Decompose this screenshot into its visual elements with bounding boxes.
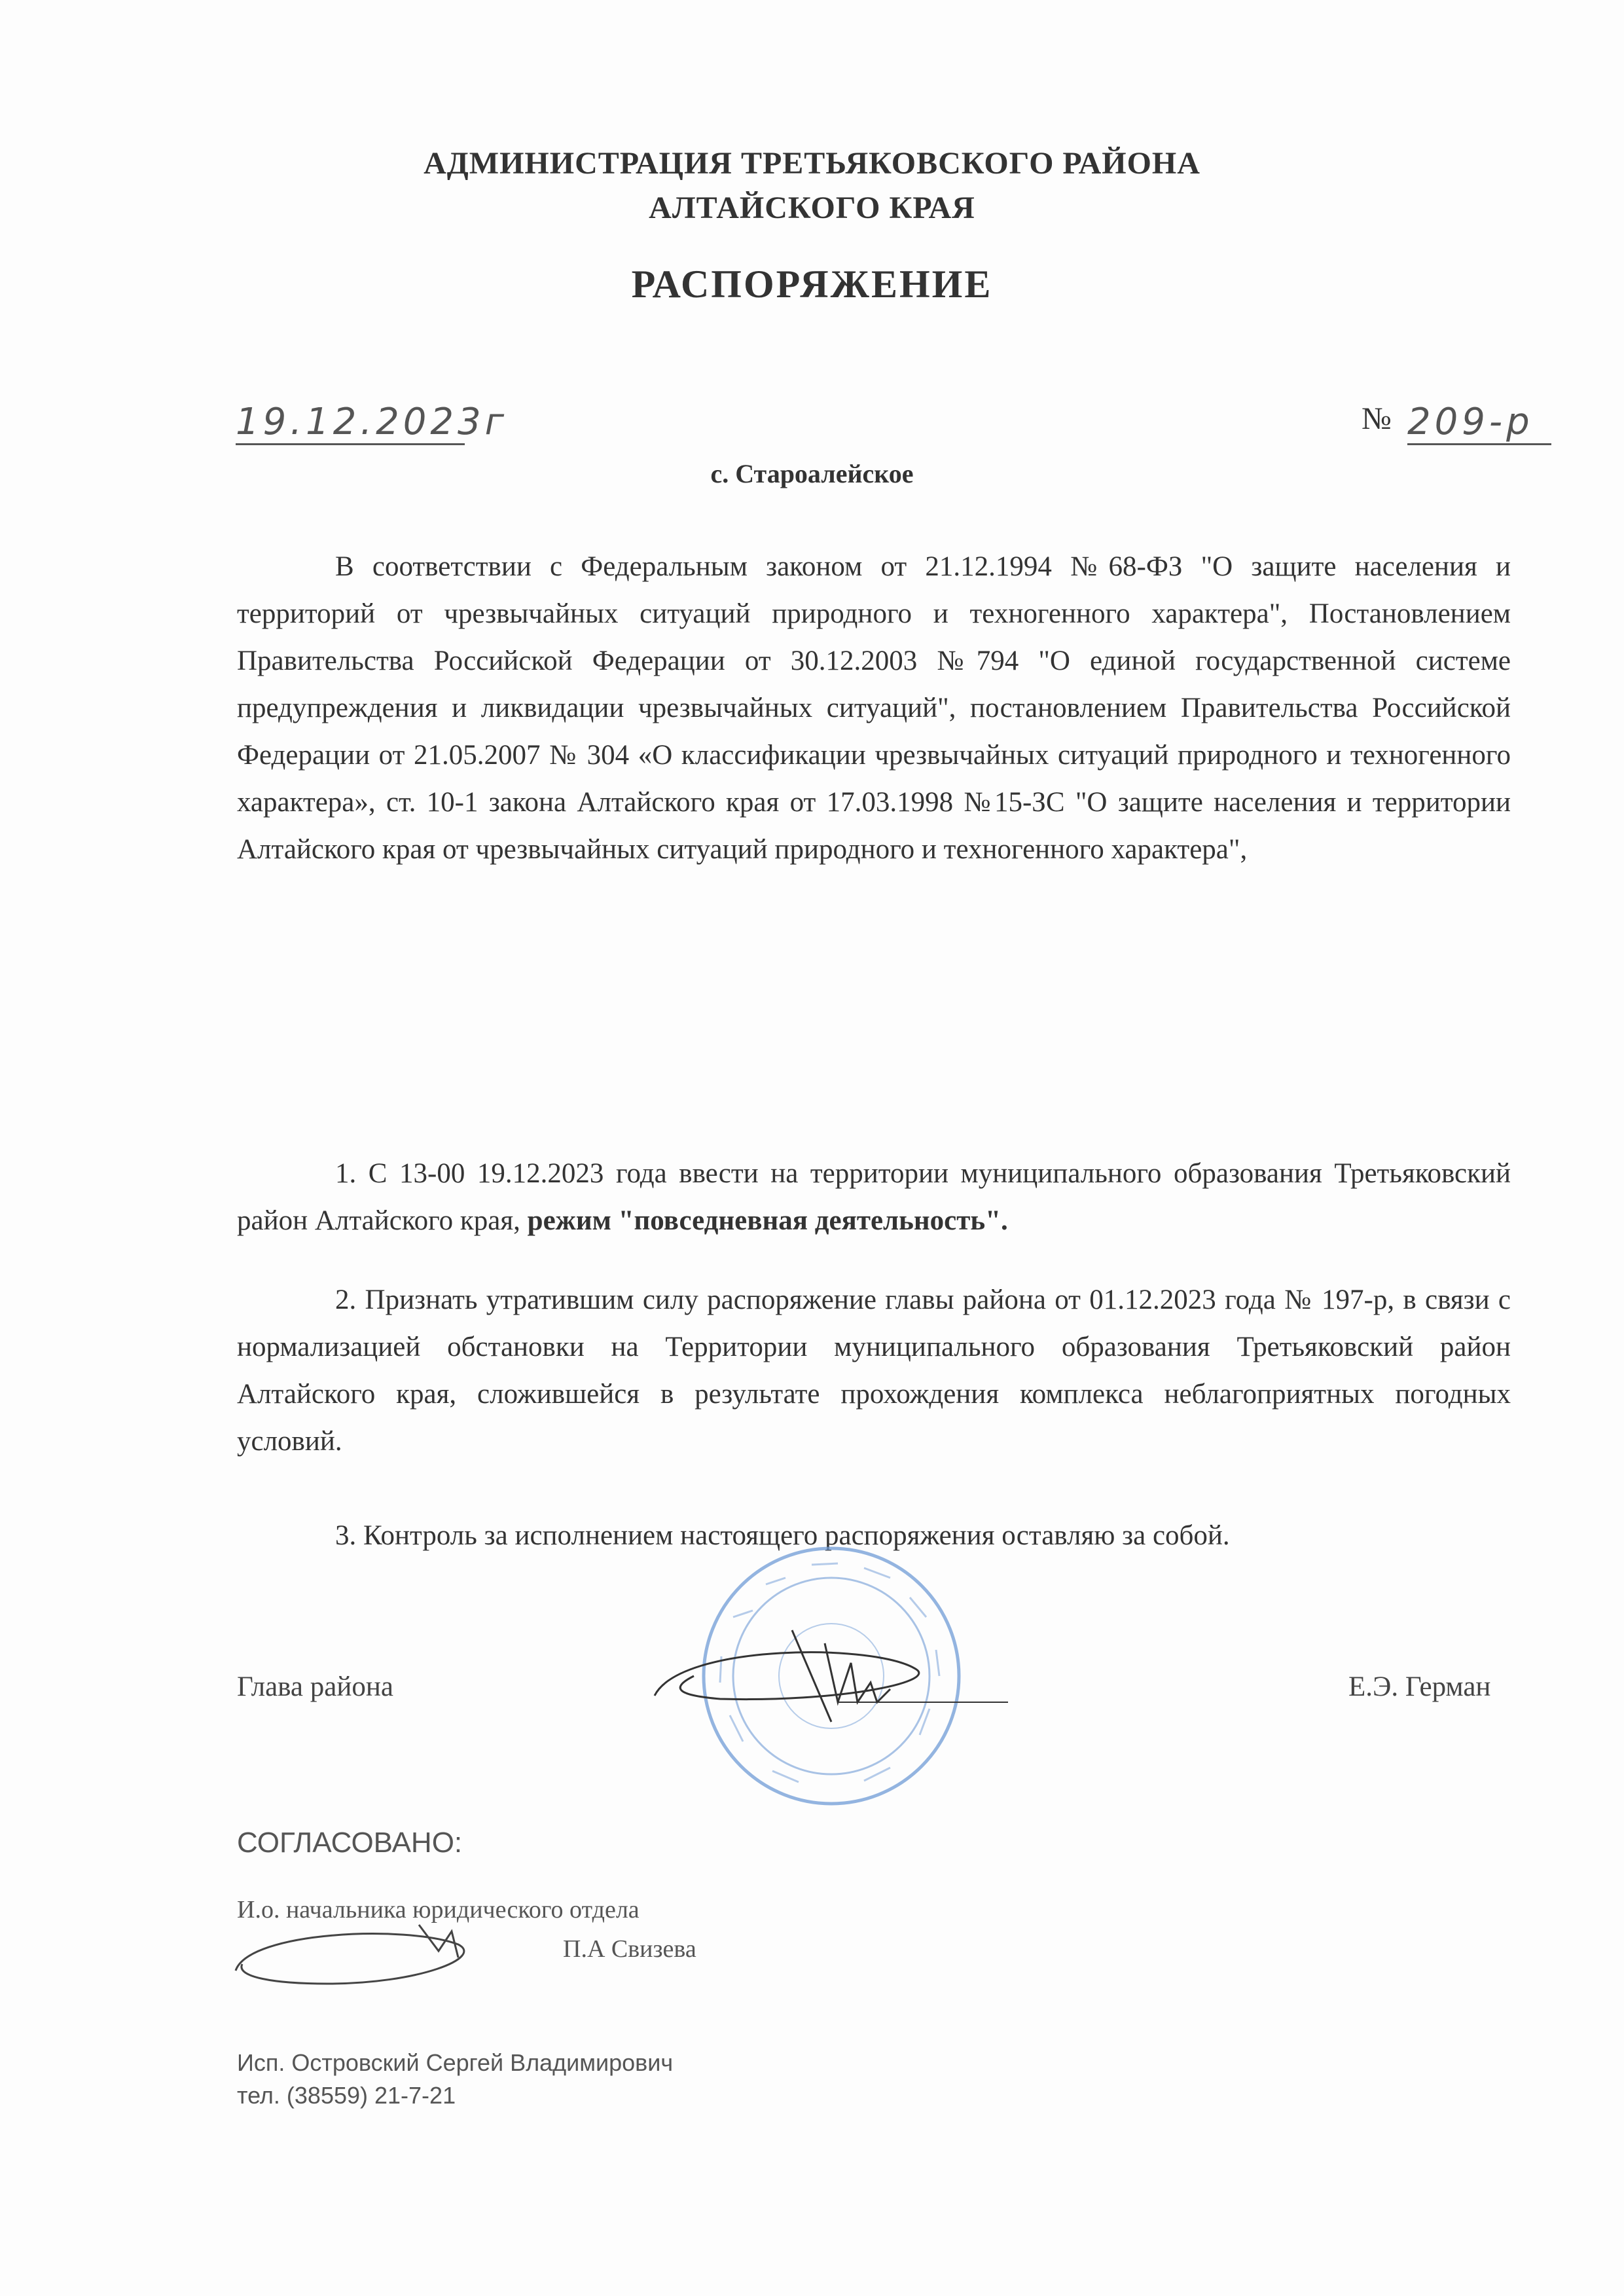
item-1-bold: режим "повседневная деятельность".	[527, 1205, 1008, 1236]
preamble-paragraph: В соответствии с Федеральным законом от 21.12.1994 №68-ФЗ "О защите населения и территорий от чрезвычайных ситуаций природного и техногенного характера", Постановлением Правительства Российской Федерации от 30.12.2003 №794 "О единой государственной системе предупреждения и ликвидации чрезвычайных ситуаций", постановлением Правительства Российской Федерации от 21.05.2007 № 304 «О классификации чрезвычайных ситуаций природного и техногенного характера», ст. 10-1 закона Алтайского края от 17.03.1998 №15-ЗС "О защите населения и территории Алтайского края от чрезвычайных ситуаций природного и техногенного характера",	[237, 551, 1511, 865]
head-signature	[641, 1604, 1008, 1735]
org-name-line2: АЛТАЙСКОГО КРАЯ	[649, 191, 975, 225]
item-1	[237, 1150, 1511, 1245]
approval-signature	[223, 1912, 511, 2010]
number-prefix: №	[1362, 401, 1392, 436]
handwritten-number: 209-р	[1407, 401, 1551, 445]
item-3: 3. Контроль за исполнением настоящего распоряжения оставляю за собой.	[335, 1520, 1230, 1551]
approval-heading: СОГЛАСОВАНО:	[237, 1827, 463, 1859]
executor-name: Исп. Островский Сергей Владимирович	[237, 2049, 674, 2076]
place: с. Староалейское	[710, 459, 914, 488]
executor-phone: тел. (38559) 21-7-21	[237, 2082, 456, 2109]
item-1-text: 1. С 13-00 19.12.2023 года ввести на территории муниципального образования Третьяковский район Алтайского края,	[237, 1158, 1511, 1236]
approval-name: П.А Свизева	[563, 1935, 696, 1963]
approval-position: И.о. начальника юридического отдела	[237, 1896, 640, 1923]
document-title: РАСПОРЯЖЕНИЕ	[631, 263, 993, 306]
org-name-line1: АДМИНИСТРАЦИЯ ТРЕТЬЯКОВСКОГО РАЙОНА	[424, 146, 1200, 181]
handwritten-date: 19.12.2023г	[236, 401, 465, 445]
signature-name: Е.Э. Герман	[1348, 1671, 1491, 1702]
signature-position: Глава района	[237, 1671, 393, 1702]
item-2: 2. Признать утратившим силу распоряжение главы района от 01.12.2023 года № 197-р, в связи с нормализацией обстановки на Территории муниципального образования Третьяковский район Алтайского края, сложившейся в результате прохождения комплекса неблагоприятных погодных условий.	[237, 1285, 1511, 1457]
